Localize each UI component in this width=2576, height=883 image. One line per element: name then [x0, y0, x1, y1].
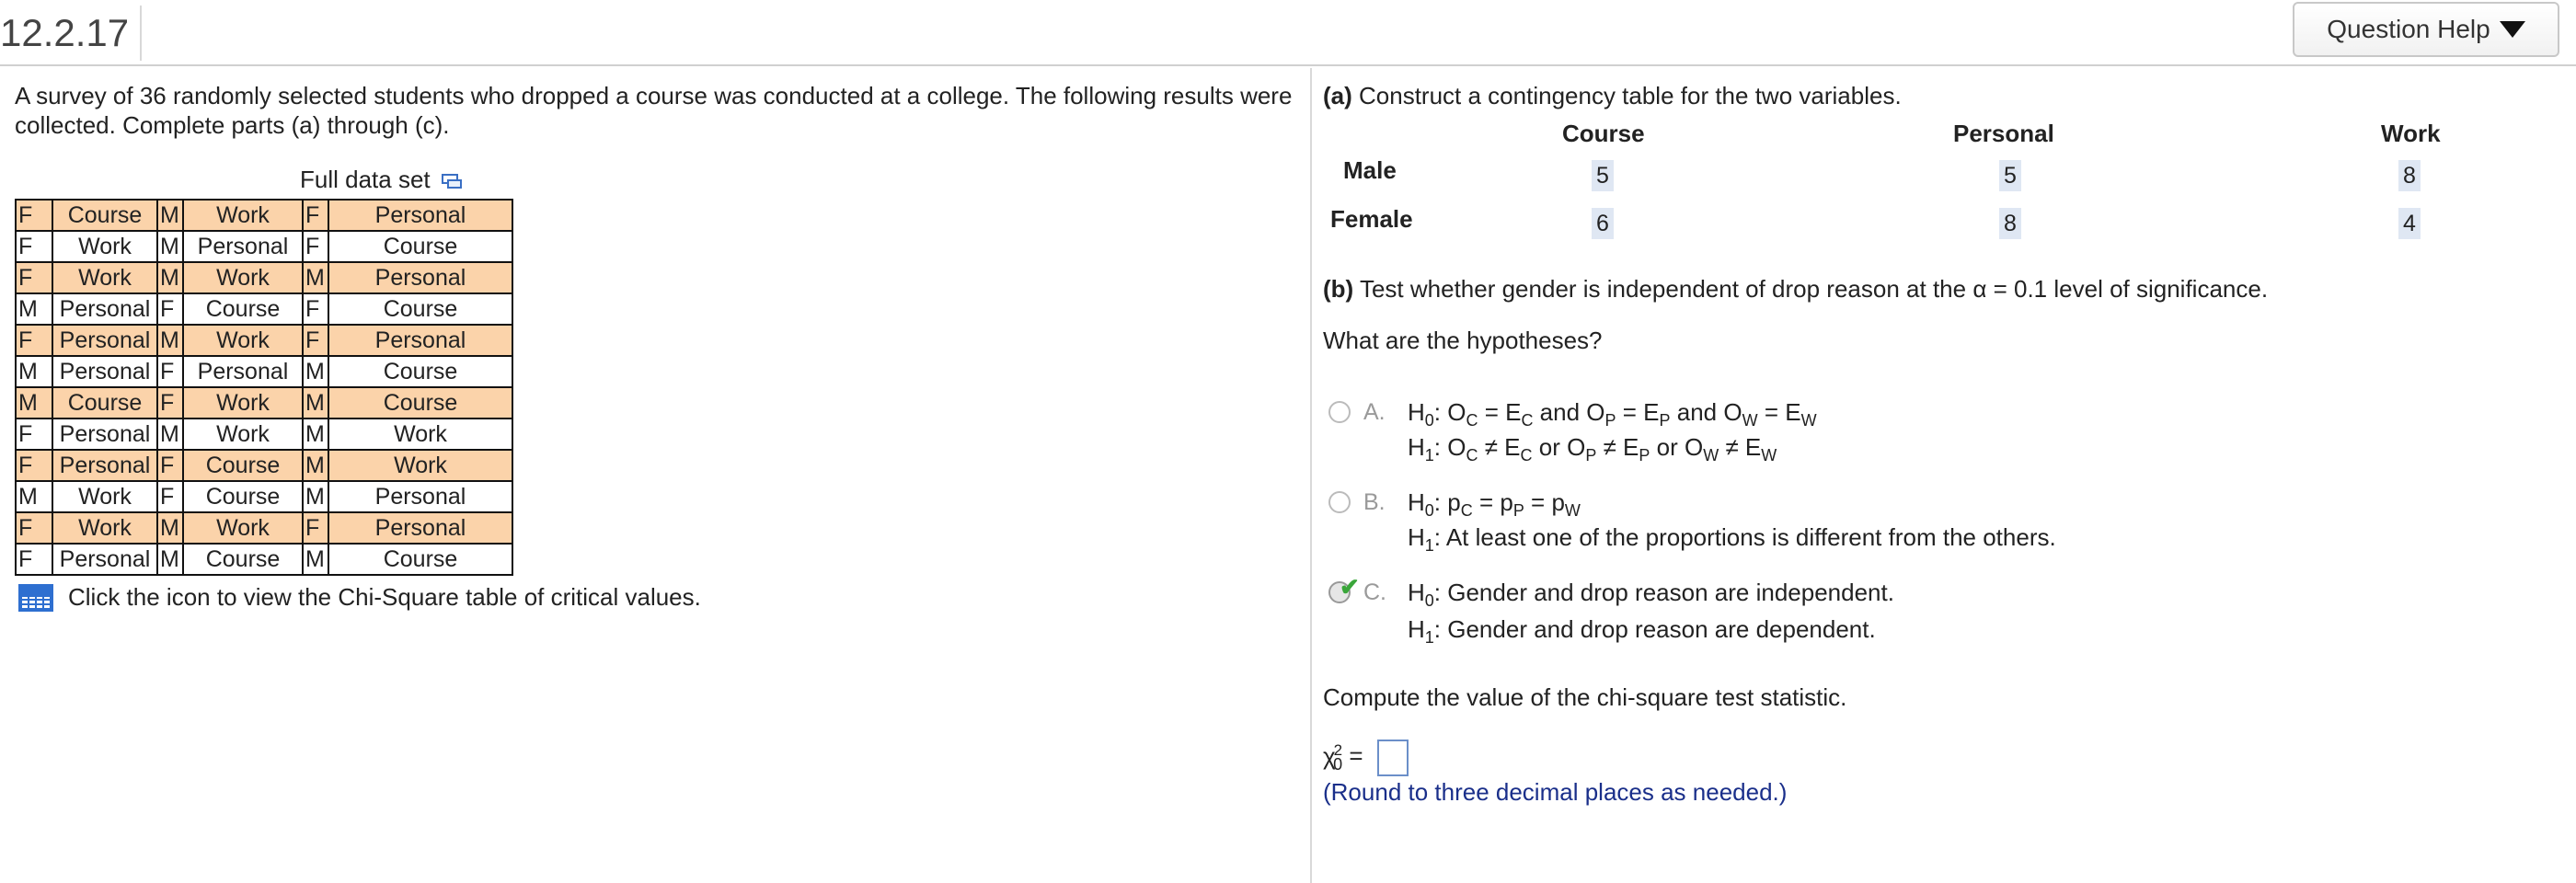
table-cell: F: [16, 262, 52, 293]
table-cell: Course: [52, 200, 157, 231]
table-cell: Course: [328, 387, 512, 419]
table-row: [16, 231, 512, 262]
question-help-button[interactable]: [2293, 2, 2559, 57]
table-cell: M: [16, 293, 52, 325]
table-cell: Course: [183, 481, 303, 512]
table-cell: F: [303, 200, 328, 231]
table-row: [16, 512, 512, 544]
table-cell: F: [157, 450, 183, 481]
ct-cell-male-course[interactable]: 5: [1592, 160, 1614, 191]
table-cell: Personal: [183, 356, 303, 387]
table-cell: Personal: [328, 512, 512, 544]
hypotheses-question: What are the hypotheses?: [1323, 327, 1603, 354]
table-cell: Course: [183, 293, 303, 325]
option-b-letter: B.: [1363, 489, 1386, 515]
table-cell: Course: [183, 544, 303, 575]
ct-cell-male-work[interactable]: 8: [2398, 160, 2421, 191]
option-a-h0: $H_0$: $O_C = E_C$ and $O_P = E_P$ and $O_W = E_W$: [1408, 398, 1817, 430]
table-cell: F: [303, 231, 328, 262]
table-cell: Course: [328, 293, 512, 325]
table-row: [16, 356, 512, 387]
part-a-label: (a): [1323, 82, 1352, 109]
chi-square-table-link[interactable]: [18, 583, 701, 612]
table-cell: Personal: [52, 544, 157, 575]
ct-cell-male-personal[interactable]: 5: [1999, 160, 2021, 191]
table-cell: Work: [183, 387, 303, 419]
part-b-text-pre: Test whether gender is independent of drop reason at the: [1359, 275, 1967, 303]
problem-statement: A survey of 36 randomly selected students who dropped a course was conducted at a college. The following results were collected. Complete parts (a) through (c).: [15, 82, 1293, 139]
expand-window-icon[interactable]: [440, 170, 464, 190]
rounding-note: (Round to three decimal places as needed.): [1323, 778, 1788, 806]
caret-down-icon: [2500, 21, 2525, 38]
table-row: [16, 419, 512, 450]
option-c-h0: $H_0$: Gender and drop reason are independent.: [1408, 579, 1894, 610]
chi-square-symbol: $\chi^2_0$: [1323, 741, 1343, 774]
alpha-symbol: α: [1972, 275, 1987, 303]
table-cell: M: [157, 262, 183, 293]
table-row: [16, 200, 512, 231]
table-cell: Work: [52, 481, 157, 512]
table-cell: Personal: [52, 419, 157, 450]
table-cell: Course: [52, 387, 157, 419]
chi-square-answer-row: $\chi^2_0$ =: [1323, 736, 1409, 779]
ct-cell-female-personal[interactable]: 8: [1999, 208, 2021, 239]
table-row: [16, 450, 512, 481]
table-cell: Personal: [328, 481, 512, 512]
table-cell: M: [16, 356, 52, 387]
table-cell: F: [157, 481, 183, 512]
ct-col-course: Course: [1562, 120, 1645, 147]
table-cell: M: [303, 262, 328, 293]
ct-cell-female-work[interactable]: 4: [2398, 208, 2421, 239]
ct-cell-female-course[interactable]: 6: [1592, 208, 1614, 239]
full-data-label: Full data set: [300, 166, 431, 193]
table-cell: F: [303, 293, 328, 325]
part-a-prompt: [1323, 81, 2565, 110]
table-cell: Work: [183, 262, 303, 293]
table-cell: Course: [328, 356, 512, 387]
option-b-h0: $H_0$: $p_C = p_P = p_W$: [1408, 488, 1581, 520]
option-a-radio[interactable]: [1328, 401, 1351, 423]
table-cell: M: [303, 544, 328, 575]
table-cell: Course: [328, 231, 512, 262]
question-help-label: Question Help: [2327, 15, 2490, 43]
table-cell: M: [303, 450, 328, 481]
part-b-label: (b): [1323, 275, 1354, 303]
table-row: [16, 325, 512, 356]
table-cell: F: [16, 544, 52, 575]
table-cell: F: [157, 293, 183, 325]
table-cell: M: [157, 231, 183, 262]
full-data-set: [300, 166, 464, 194]
table-cell: M: [157, 200, 183, 231]
table-cell: M: [303, 356, 328, 387]
table-cell: M: [157, 325, 183, 356]
option-a-letter: A.: [1363, 399, 1386, 425]
table-cell: Work: [52, 512, 157, 544]
table-row: [16, 544, 512, 575]
table-cell: Work: [52, 262, 157, 293]
panel-divider: [1310, 68, 1312, 883]
ct-col-work: Work: [2381, 120, 2441, 147]
table-grid-icon[interactable]: [18, 584, 53, 612]
table-cell: F: [16, 325, 52, 356]
table-cell: Work: [328, 450, 512, 481]
left-panel: [15, 81, 1298, 611]
option-b-radio[interactable]: [1328, 491, 1351, 513]
table-cell: F: [16, 231, 52, 262]
table-cell: F: [16, 419, 52, 450]
data-table: [15, 199, 513, 576]
table-row: [16, 262, 512, 293]
table-cell: F: [157, 356, 183, 387]
table-cell: Personal: [52, 325, 157, 356]
compute-prompt: Compute the value of the chi-square test statistic.: [1323, 683, 1847, 711]
option-b-h1: $H_1$: At least one of the proportions is different from the others.: [1408, 523, 2056, 555]
table-cell: Work: [52, 231, 157, 262]
table-row: [16, 387, 512, 419]
table-cell: F: [157, 387, 183, 419]
table-cell: Personal: [52, 356, 157, 387]
table-cell: Personal: [328, 200, 512, 231]
option-c-letter: C.: [1363, 579, 1386, 605]
right-panel: [1323, 81, 2565, 806]
table-cell: Work: [183, 419, 303, 450]
table-cell: Course: [328, 544, 512, 575]
table-cell: M: [303, 387, 328, 419]
table-cell: M: [157, 419, 183, 450]
table-cell: M: [303, 419, 328, 450]
chi-square-link-text: Click the icon to view the Chi-Square table of critical values.: [68, 583, 701, 611]
table-cell: F: [303, 512, 328, 544]
table-cell: M: [157, 512, 183, 544]
table-cell: M: [16, 387, 52, 419]
problem-id: 12.2.17: [0, 6, 142, 61]
option-a-h1: $H_1$: $O_C \ne E_C$ or $O_P \ne E_P$ or $O_W \ne E_W$: [1408, 433, 1777, 464]
part-b-text-post: = 0.1 level of significance.: [1993, 275, 2269, 303]
chi-square-answer-input[interactable]: [1377, 740, 1409, 776]
table-cell: Work: [183, 325, 303, 356]
table-cell: Personal: [328, 262, 512, 293]
part-a-text: Construct a contingency table for the two variables.: [1359, 82, 1902, 109]
ct-col-personal: Personal: [1953, 120, 2054, 147]
ct-row-male: Male: [1343, 156, 1397, 184]
table-cell: M: [16, 481, 52, 512]
checkmark-icon: ✔: [1340, 573, 1360, 601]
table-cell: Personal: [52, 293, 157, 325]
table-cell: Work: [183, 200, 303, 231]
table-cell: F: [16, 200, 52, 231]
table-cell: Personal: [52, 450, 157, 481]
table-cell: Work: [183, 512, 303, 544]
table-cell: F: [16, 512, 52, 544]
table-cell: Course: [183, 450, 303, 481]
part-b-prompt: [1323, 274, 2268, 304]
table-cell: F: [303, 325, 328, 356]
header-bar: [0, 0, 2576, 66]
table-cell: M: [303, 481, 328, 512]
option-c-h1: $H_1$: Gender and drop reason are dependent.: [1408, 615, 1876, 647]
table-row: [16, 481, 512, 512]
table-cell: F: [16, 450, 52, 481]
table-cell: Work: [328, 419, 512, 450]
table-cell: Personal: [328, 325, 512, 356]
ct-row-female: Female: [1330, 205, 1413, 233]
table-cell: M: [157, 544, 183, 575]
table-cell: Personal: [183, 231, 303, 262]
table-row: [16, 293, 512, 325]
